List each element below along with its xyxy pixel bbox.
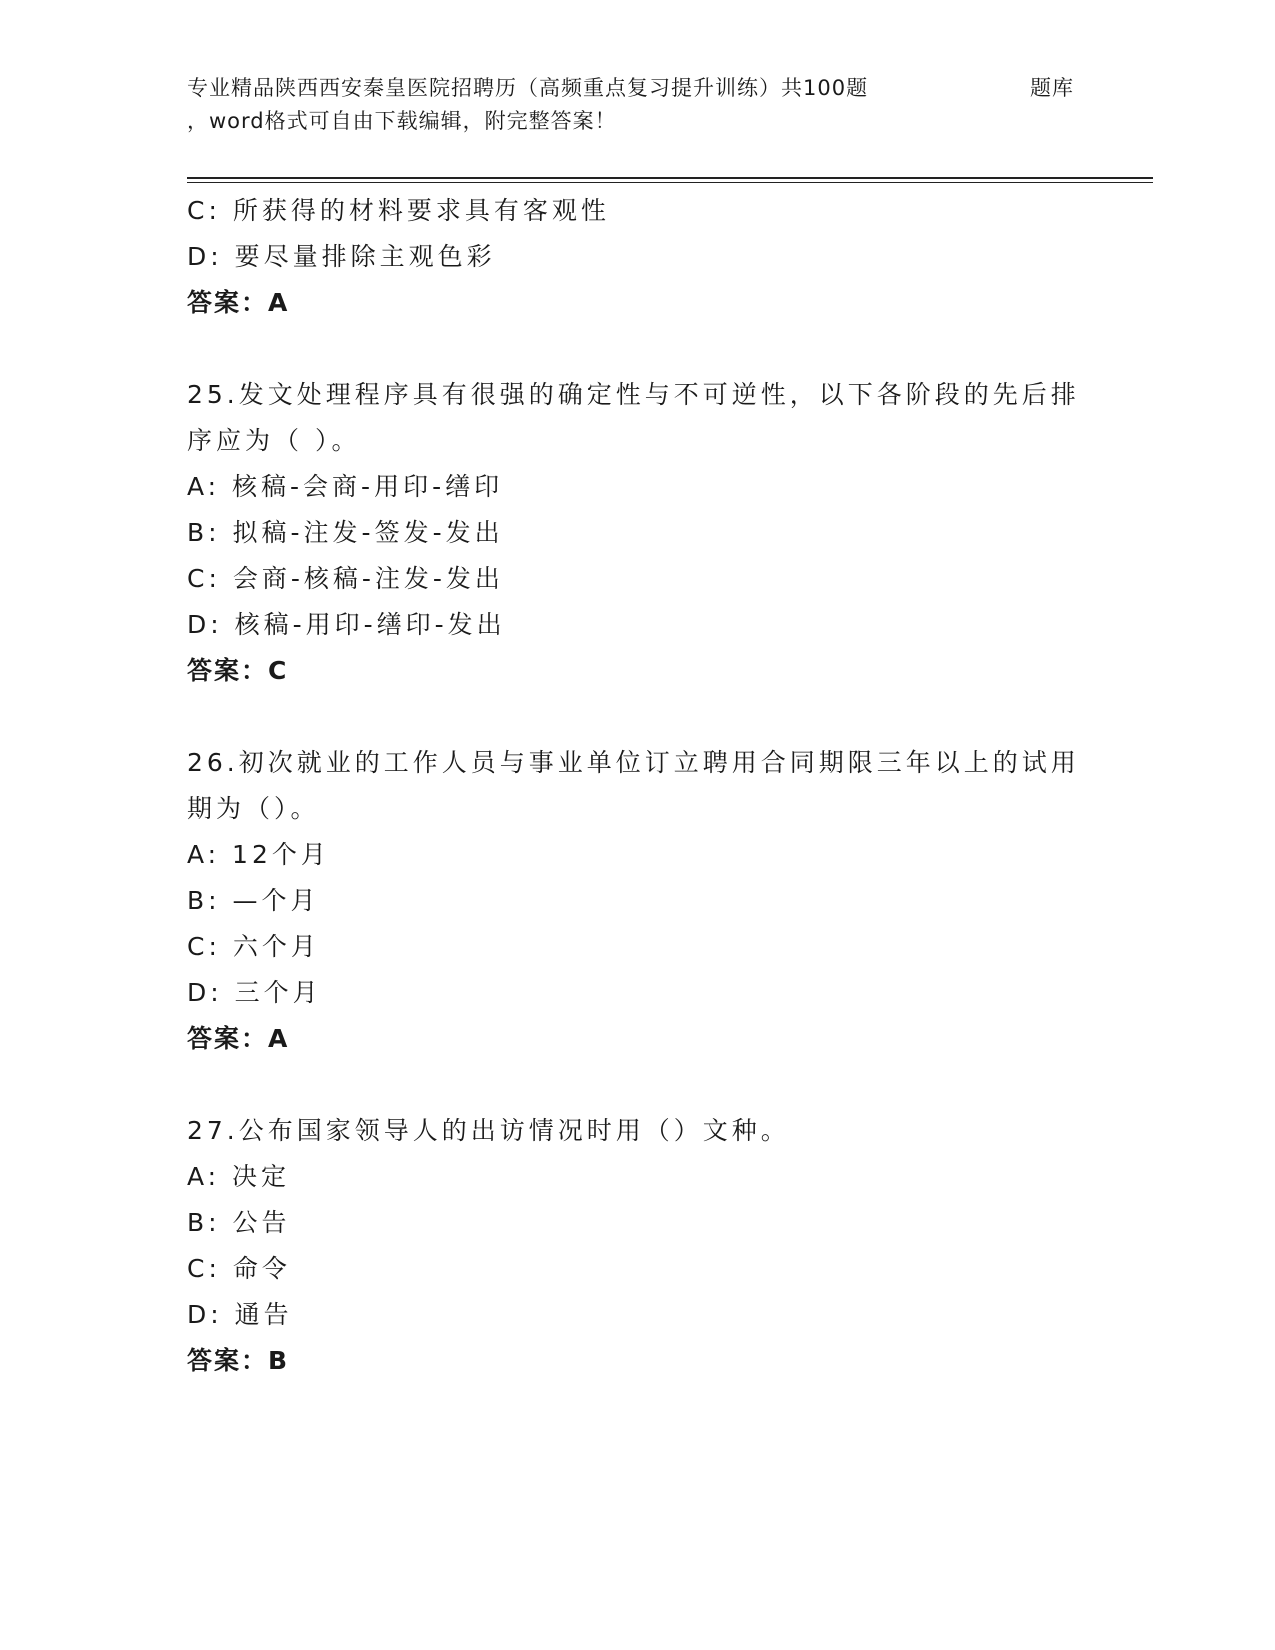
option-a: A: 决定 [187, 1162, 291, 1191]
spacer [187, 694, 1087, 740]
answer-line: 答案：A [187, 288, 290, 317]
question-27 [187, 1108, 1087, 1384]
answer-line: 答案：C [187, 656, 289, 685]
option-c: C: 六个月 [187, 932, 320, 961]
question-25 [187, 372, 1087, 694]
option-d: D: 三个月 [187, 978, 322, 1007]
option-b: B: 拟稿-注发-签发-发出 [187, 518, 504, 547]
spacer [187, 326, 1087, 372]
header-line-1 [187, 72, 1087, 105]
previous-question-block [187, 188, 1087, 326]
option-c: C: 所获得的材料要求具有客观性 [187, 196, 610, 225]
header-title: 专业精品陕西西安秦皇医院招聘历（高频重点复习提升训练）共100题 [187, 76, 869, 100]
option-d: D: 要尽量排除主观色彩 [187, 242, 496, 271]
option-b: B: 公告 [187, 1208, 291, 1237]
question-stem-line-1: 25.发文处理程序具有很强的确定性与不可逆性，以下各阶段的先后排 [187, 380, 1080, 409]
spacer [187, 1062, 1087, 1108]
option-c: C: 会商-核稿-注发-发出 [187, 564, 504, 593]
option-c: C: 命令 [187, 1254, 291, 1283]
option-b: B: —个月 [187, 886, 320, 915]
answer-line: 答案：A [187, 1024, 290, 1053]
header-subtitle: ，word格式可自由下载编辑，附完整答案！ [187, 109, 617, 133]
header-rule-thin [187, 182, 1153, 183]
header-right-label: 题库 [1030, 76, 1074, 100]
question-stem-line-1: 27.公布国家领导人的出访情况时用（）文种。 [187, 1116, 790, 1145]
question-content [187, 188, 1087, 1384]
option-d: D: 核稿-用印-缮印-发出 [187, 610, 506, 639]
question-26 [187, 740, 1087, 1062]
option-d: D: 通告 [187, 1300, 293, 1329]
question-stem-line-2: 期为（）。 [187, 794, 320, 823]
answer-line: 答案：B [187, 1346, 290, 1375]
option-a: A: 核稿-会商-用印-缮印 [187, 472, 504, 501]
header-rule-thick [187, 177, 1153, 179]
page-header [187, 72, 1087, 138]
option-a: A: 12个月 [187, 840, 330, 869]
question-stem-line-2: 序应为（ ）。 [187, 426, 361, 455]
question-stem-line-1: 26.初次就业的工作人员与事业单位订立聘用合同期限三年以上的试用 [187, 748, 1080, 777]
